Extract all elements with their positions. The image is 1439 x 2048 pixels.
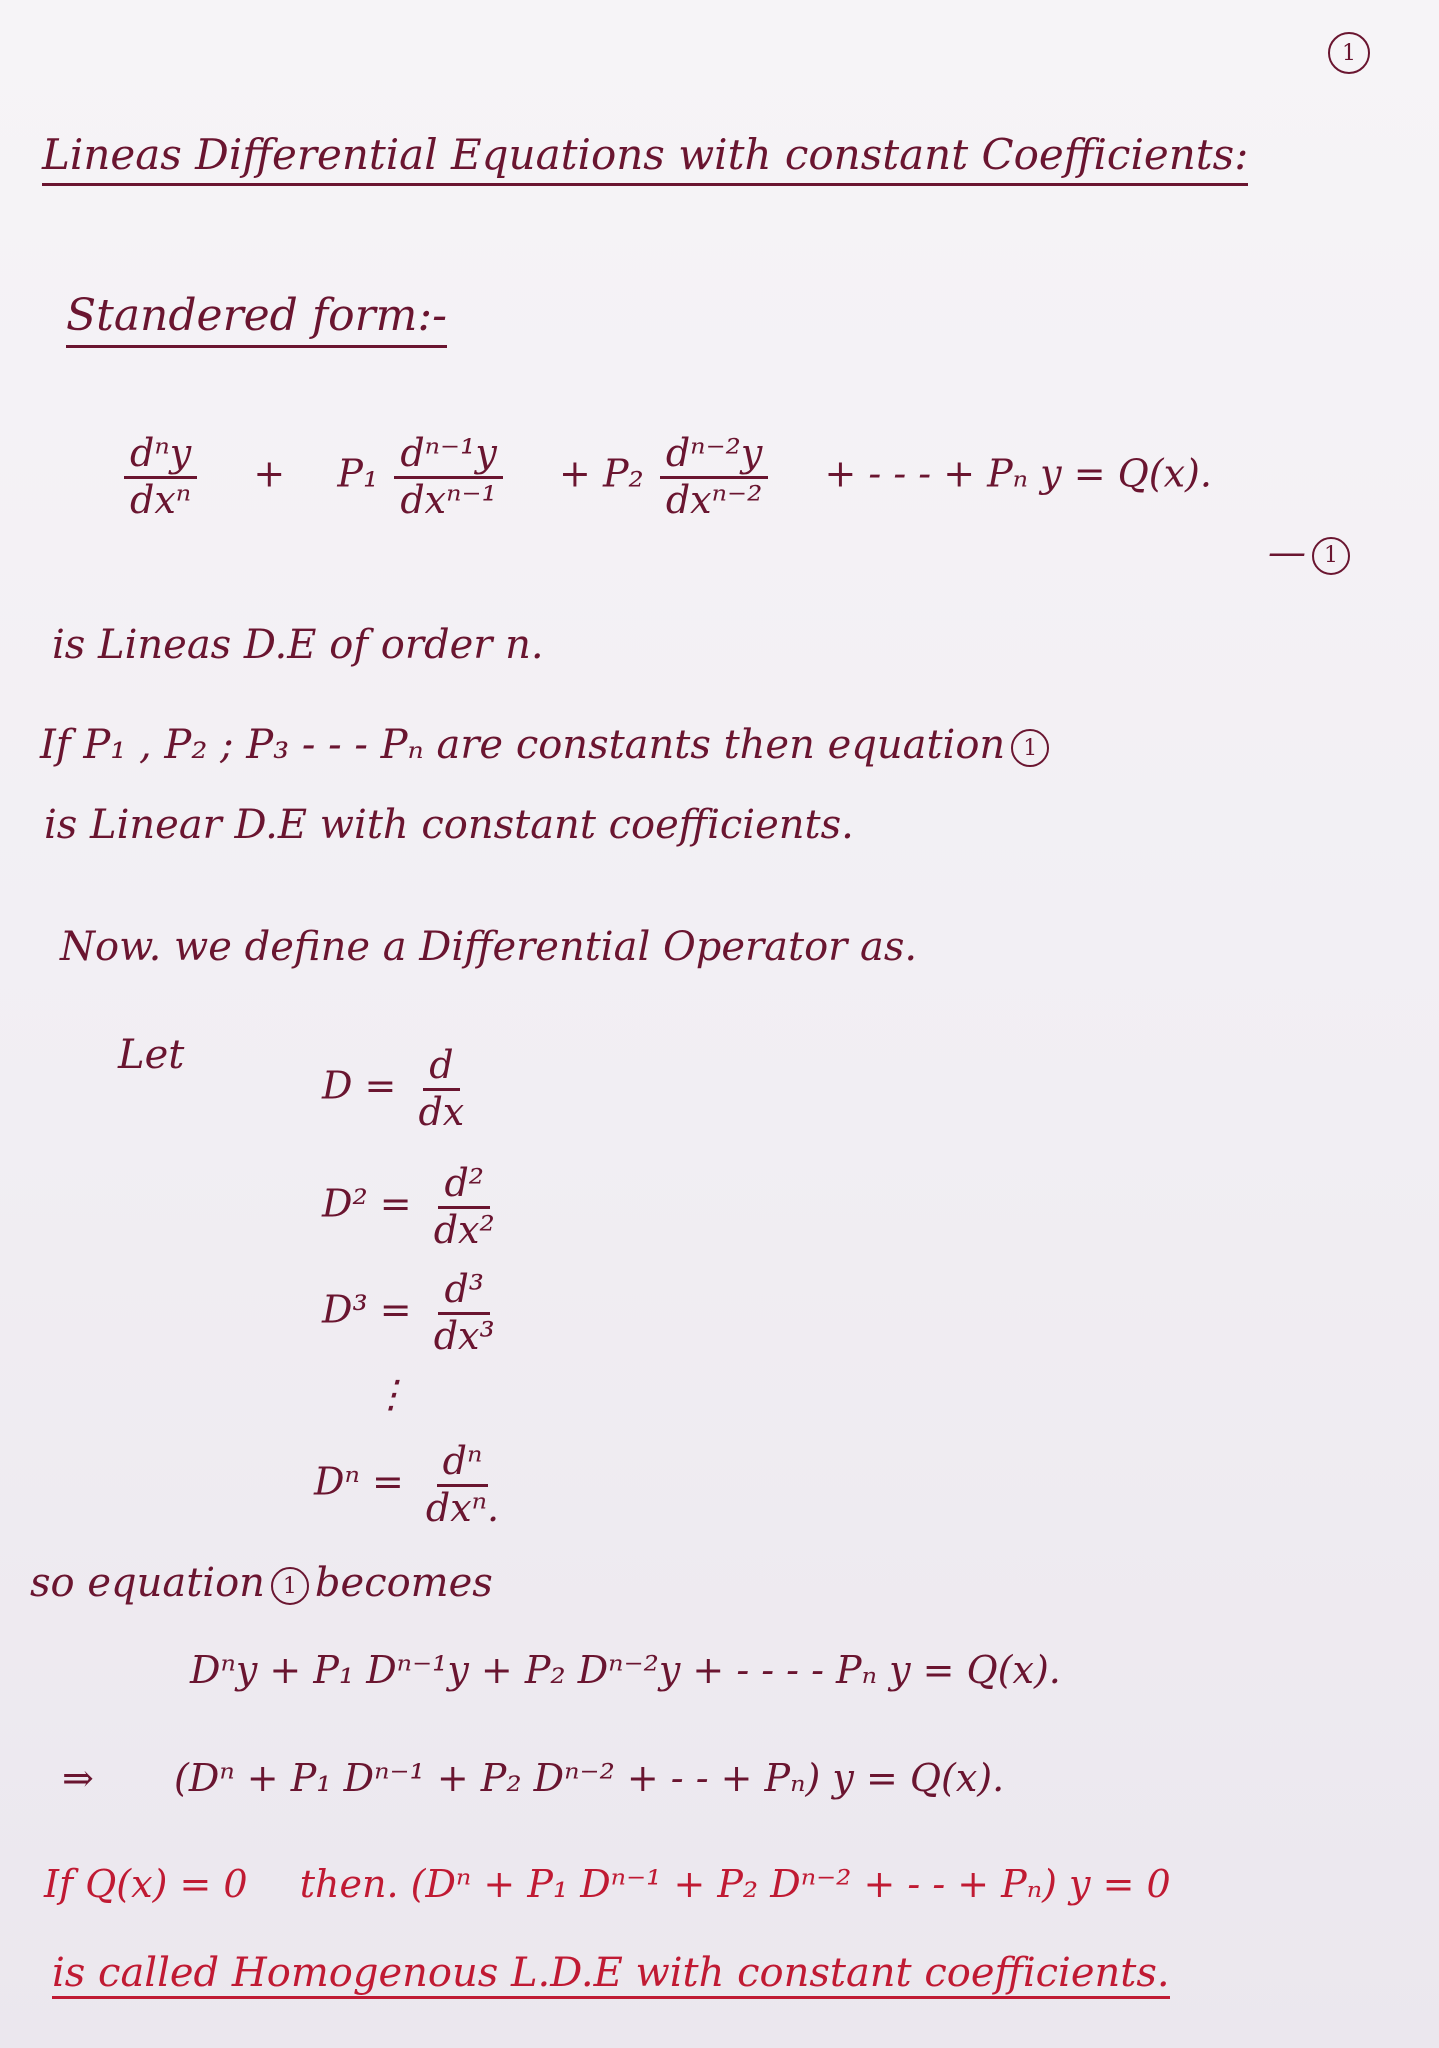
operator-fraction [412, 1044, 470, 1134]
equation-2: Dⁿy + P₁ Dⁿ⁻¹y + P₂ Dⁿ⁻²y + - - - - Pₙ y = Q(x). [190, 1648, 1061, 1692]
coeff-p1: P₁ [337, 451, 379, 496]
equation-1 [120, 432, 1212, 522]
operator-lhs: D² = [322, 1181, 412, 1226]
equation-1-tail: + - - - + Pₙ y = Q(x). [824, 451, 1212, 496]
operator-numerator: d³ [438, 1268, 490, 1315]
text-if-constants [40, 722, 1055, 768]
text-if-q-zero [44, 1862, 1171, 1906]
plus-sign: + [253, 451, 286, 496]
text-so-equation: so equation [30, 1560, 265, 1606]
operator-lhs: D³ = [322, 1287, 412, 1332]
text-homogeneous-equation: then. (Dⁿ + P₁ Dⁿ⁻¹ + P₂ Dⁿ⁻² + - - + Pₙ) y = 0 [299, 1862, 1171, 1906]
equation-3 [62, 1756, 1004, 1800]
term2-denominator: dxⁿ⁻¹ [400, 477, 497, 522]
text-if-constants-a: If P₁ , P₂ ; P₃ - - - Pₙ are constants then equation [40, 722, 1006, 768]
operator-denominator: dxⁿ. [425, 1485, 500, 1530]
plus-sign: + [559, 451, 591, 496]
text-linear-de-constant: is Linear D.E with constant coefficients. [44, 802, 854, 848]
equation-1-label: — 1 [1268, 530, 1356, 575]
operator-denominator: dx³ [433, 1313, 495, 1358]
text-so-equation-becomes [30, 1560, 493, 1606]
coeff-p2: P₂ [602, 451, 644, 496]
term-dn1y-dxn1 [394, 432, 502, 522]
let-label: Let [118, 1032, 185, 1078]
equation-ref-circle: 1 [271, 1567, 309, 1605]
operator-denominator: dx [418, 1089, 465, 1134]
term-dny-dxn [124, 432, 197, 522]
label-circle: 1 [1312, 537, 1350, 575]
operator-lhs: Dⁿ = [314, 1459, 404, 1504]
page-number [1328, 32, 1370, 74]
equation-3-body: (Dⁿ + P₁ Dⁿ⁻¹ + P₂ Dⁿ⁻² + - - + Pₙ) y = Q(x). [174, 1756, 1005, 1800]
operator-d2 [322, 1162, 505, 1252]
page-title: Lineas Differential Equations with constant Coefficients: [42, 130, 1248, 186]
implies-arrow: ⇒ [62, 1756, 94, 1800]
operator-denominator: dx² [433, 1207, 495, 1252]
operator-numerator: d² [438, 1162, 490, 1209]
operator-fraction [420, 1440, 505, 1530]
standard-form-heading: Standered form:- [66, 290, 447, 348]
operator-lhs: D = [322, 1063, 397, 1108]
term3-numerator: dⁿ⁻²y [660, 432, 768, 479]
operator-numerator: d [423, 1044, 459, 1091]
term2-numerator: dⁿ⁻¹y [394, 432, 502, 479]
operator-numerator: dⁿ [437, 1440, 489, 1487]
text-define-operator: Now. we define a Differential Operator as. [60, 924, 918, 970]
term-dn2y-dxn2 [660, 432, 768, 522]
term1-denominator: dxⁿ [130, 477, 192, 522]
operator-d3 [322, 1268, 505, 1358]
operator-dots: ⋮ [372, 1372, 410, 1416]
term1-numerator: dⁿy [124, 432, 197, 479]
operator-fraction [428, 1268, 501, 1358]
text-becomes: becomes [314, 1560, 493, 1606]
text-if-q-zero-a: If Q(x) = 0 [44, 1862, 248, 1906]
text-linear-de-order: is Lineas D.E of order n. [52, 622, 544, 668]
text-homogeneous-definition-body: is called Homogenous L.D.E with constant coefficients. [52, 1950, 1170, 1999]
operator-d [322, 1044, 474, 1134]
equation-ref-circle: 1 [1011, 729, 1049, 767]
text-homogeneous-definition [52, 1950, 1170, 1996]
operator-fraction [428, 1162, 501, 1252]
page-number-circle: 1 [1328, 32, 1370, 74]
term3-denominator: dxⁿ⁻² [665, 477, 763, 522]
operator-dn [314, 1440, 509, 1530]
